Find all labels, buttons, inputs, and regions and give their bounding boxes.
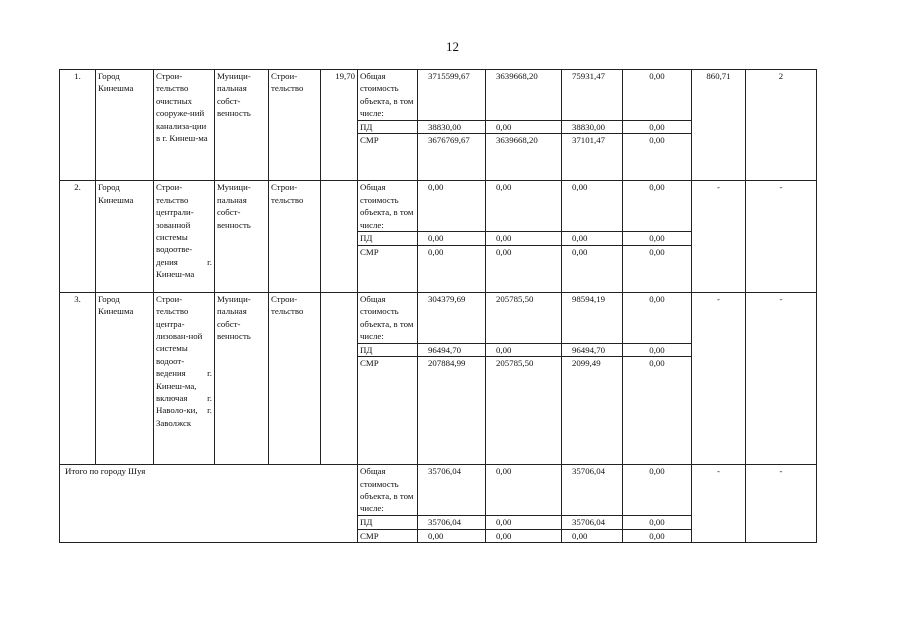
cost-label: СМР (358, 245, 418, 292)
project-cell: Строи-тельство центра-лизован-ной системы водоот-ведения г. Кинеш-ма, включая г. Наволо-ки, г. Заволжск (154, 292, 215, 464)
table-row (60, 70, 817, 121)
value-cell: 75931,47 (562, 70, 623, 121)
cost-label: ПД (358, 232, 418, 245)
value-cell: 3639668,20 (486, 134, 562, 181)
value-cell: 0,00 (486, 529, 562, 542)
table-row (60, 292, 817, 343)
value-cell: - (692, 181, 746, 292)
capacity-cell (321, 292, 358, 464)
cost-label: Общая стоимость объекта, в том числе: (358, 292, 418, 343)
value-cell: 2 (746, 70, 817, 181)
value-cell: 3715599,67 (418, 70, 486, 121)
value-cell: 98594,19 (562, 292, 623, 343)
value-cell: - (692, 292, 746, 464)
work-type-cell: Строи-тельство (269, 181, 321, 292)
cost-label: ПД (358, 343, 418, 356)
value-cell: 0,00 (486, 465, 562, 516)
value-cell: 205785,50 (486, 357, 562, 465)
cost-label: ПД (358, 516, 418, 529)
page-number: 12 (446, 39, 459, 54)
value-cell: 0,00 (623, 232, 692, 245)
value-cell: 0,00 (623, 343, 692, 356)
value-cell: 0,00 (562, 181, 623, 232)
total-row (60, 465, 817, 516)
value-cell: 37101,47 (562, 134, 623, 181)
value-cell: 0,00 (562, 232, 623, 245)
value-cell: 0,00 (486, 245, 562, 292)
value-cell: 0,00 (623, 465, 692, 516)
value-cell: 0,00 (486, 181, 562, 232)
row-number: 2. (60, 181, 96, 292)
value-cell: 0,00 (486, 232, 562, 245)
value-cell: 0,00 (623, 181, 692, 232)
value-cell: 0,00 (486, 343, 562, 356)
value-cell: - (746, 465, 817, 543)
value-cell: 3676769,67 (418, 134, 486, 181)
total-label: Итого по городу Шуя (60, 465, 358, 543)
cost-label: СМР (358, 357, 418, 465)
value-cell: 0,00 (623, 357, 692, 465)
value-cell: 0,00 (623, 292, 692, 343)
city-cell: Город Кинешма (96, 292, 154, 464)
value-cell: 2099,49 (562, 357, 623, 465)
value-cell: 0,00 (418, 181, 486, 232)
value-cell: 304379,69 (418, 292, 486, 343)
capacity-cell (321, 181, 358, 292)
value-cell: 35706,04 (562, 516, 623, 529)
work-type-cell: Строи-тельство (269, 70, 321, 181)
value-cell: 0,00 (623, 529, 692, 542)
project-cell: Строи-тельство очистных сооруже-ний канализа-ции в г. Кинеш-ма (154, 70, 215, 181)
capacity-cell: 19,70 (321, 70, 358, 181)
cost-label: Общая стоимость объекта, в том числе: (358, 181, 418, 232)
investment-table (59, 69, 817, 543)
table-row (60, 181, 817, 232)
value-cell: 207884,99 (418, 357, 486, 465)
value-cell: - (746, 181, 817, 292)
value-cell: 35706,04 (418, 465, 486, 516)
value-cell: - (692, 465, 746, 543)
row-number: 1. (60, 70, 96, 181)
value-cell: 35706,04 (418, 516, 486, 529)
value-cell: 205785,50 (486, 292, 562, 343)
row-number: 3. (60, 292, 96, 464)
cost-label: Общая стоимость объекта, в том числе: (358, 465, 418, 516)
value-cell: 96494,70 (562, 343, 623, 356)
value-cell: 860,71 (692, 70, 746, 181)
value-cell: 35706,04 (562, 465, 623, 516)
value-cell: 0,00 (418, 529, 486, 542)
value-cell: 0,00 (623, 134, 692, 181)
value-cell: 0,00 (623, 70, 692, 121)
value-cell: 0,00 (418, 232, 486, 245)
ownership-cell: Муници-пальная собст-венность (215, 181, 269, 292)
project-cell: Строи-тельство централи-зованной системы водоотве-дения г. Кинеш-ма (154, 181, 215, 292)
value-cell: 0,00 (486, 516, 562, 529)
value-cell: 0,00 (562, 529, 623, 542)
cost-label: ПД (358, 121, 418, 134)
value-cell: 38830,00 (418, 121, 486, 134)
value-cell: 0,00 (562, 245, 623, 292)
work-type-cell: Строи-тельство (269, 292, 321, 464)
cost-label: СМР (358, 134, 418, 181)
value-cell: 0,00 (623, 121, 692, 134)
value-cell: 0,00 (486, 121, 562, 134)
city-cell: Город Кинешма (96, 70, 154, 181)
city-cell: Город Кинешма (96, 181, 154, 292)
value-cell: 0,00 (418, 245, 486, 292)
value-cell: 96494,70 (418, 343, 486, 356)
value-cell: 0,00 (623, 245, 692, 292)
cost-label: СМР (358, 529, 418, 542)
value-cell: 0,00 (623, 516, 692, 529)
value-cell: 3639668,20 (486, 70, 562, 121)
value-cell: 38830,00 (562, 121, 623, 134)
value-cell: - (746, 292, 817, 464)
ownership-cell: Муници-пальная собст-венность (215, 70, 269, 181)
ownership-cell: Муници-пальная собст-венность (215, 292, 269, 464)
cost-label: Общая стоимость объекта, в том числе: (358, 70, 418, 121)
